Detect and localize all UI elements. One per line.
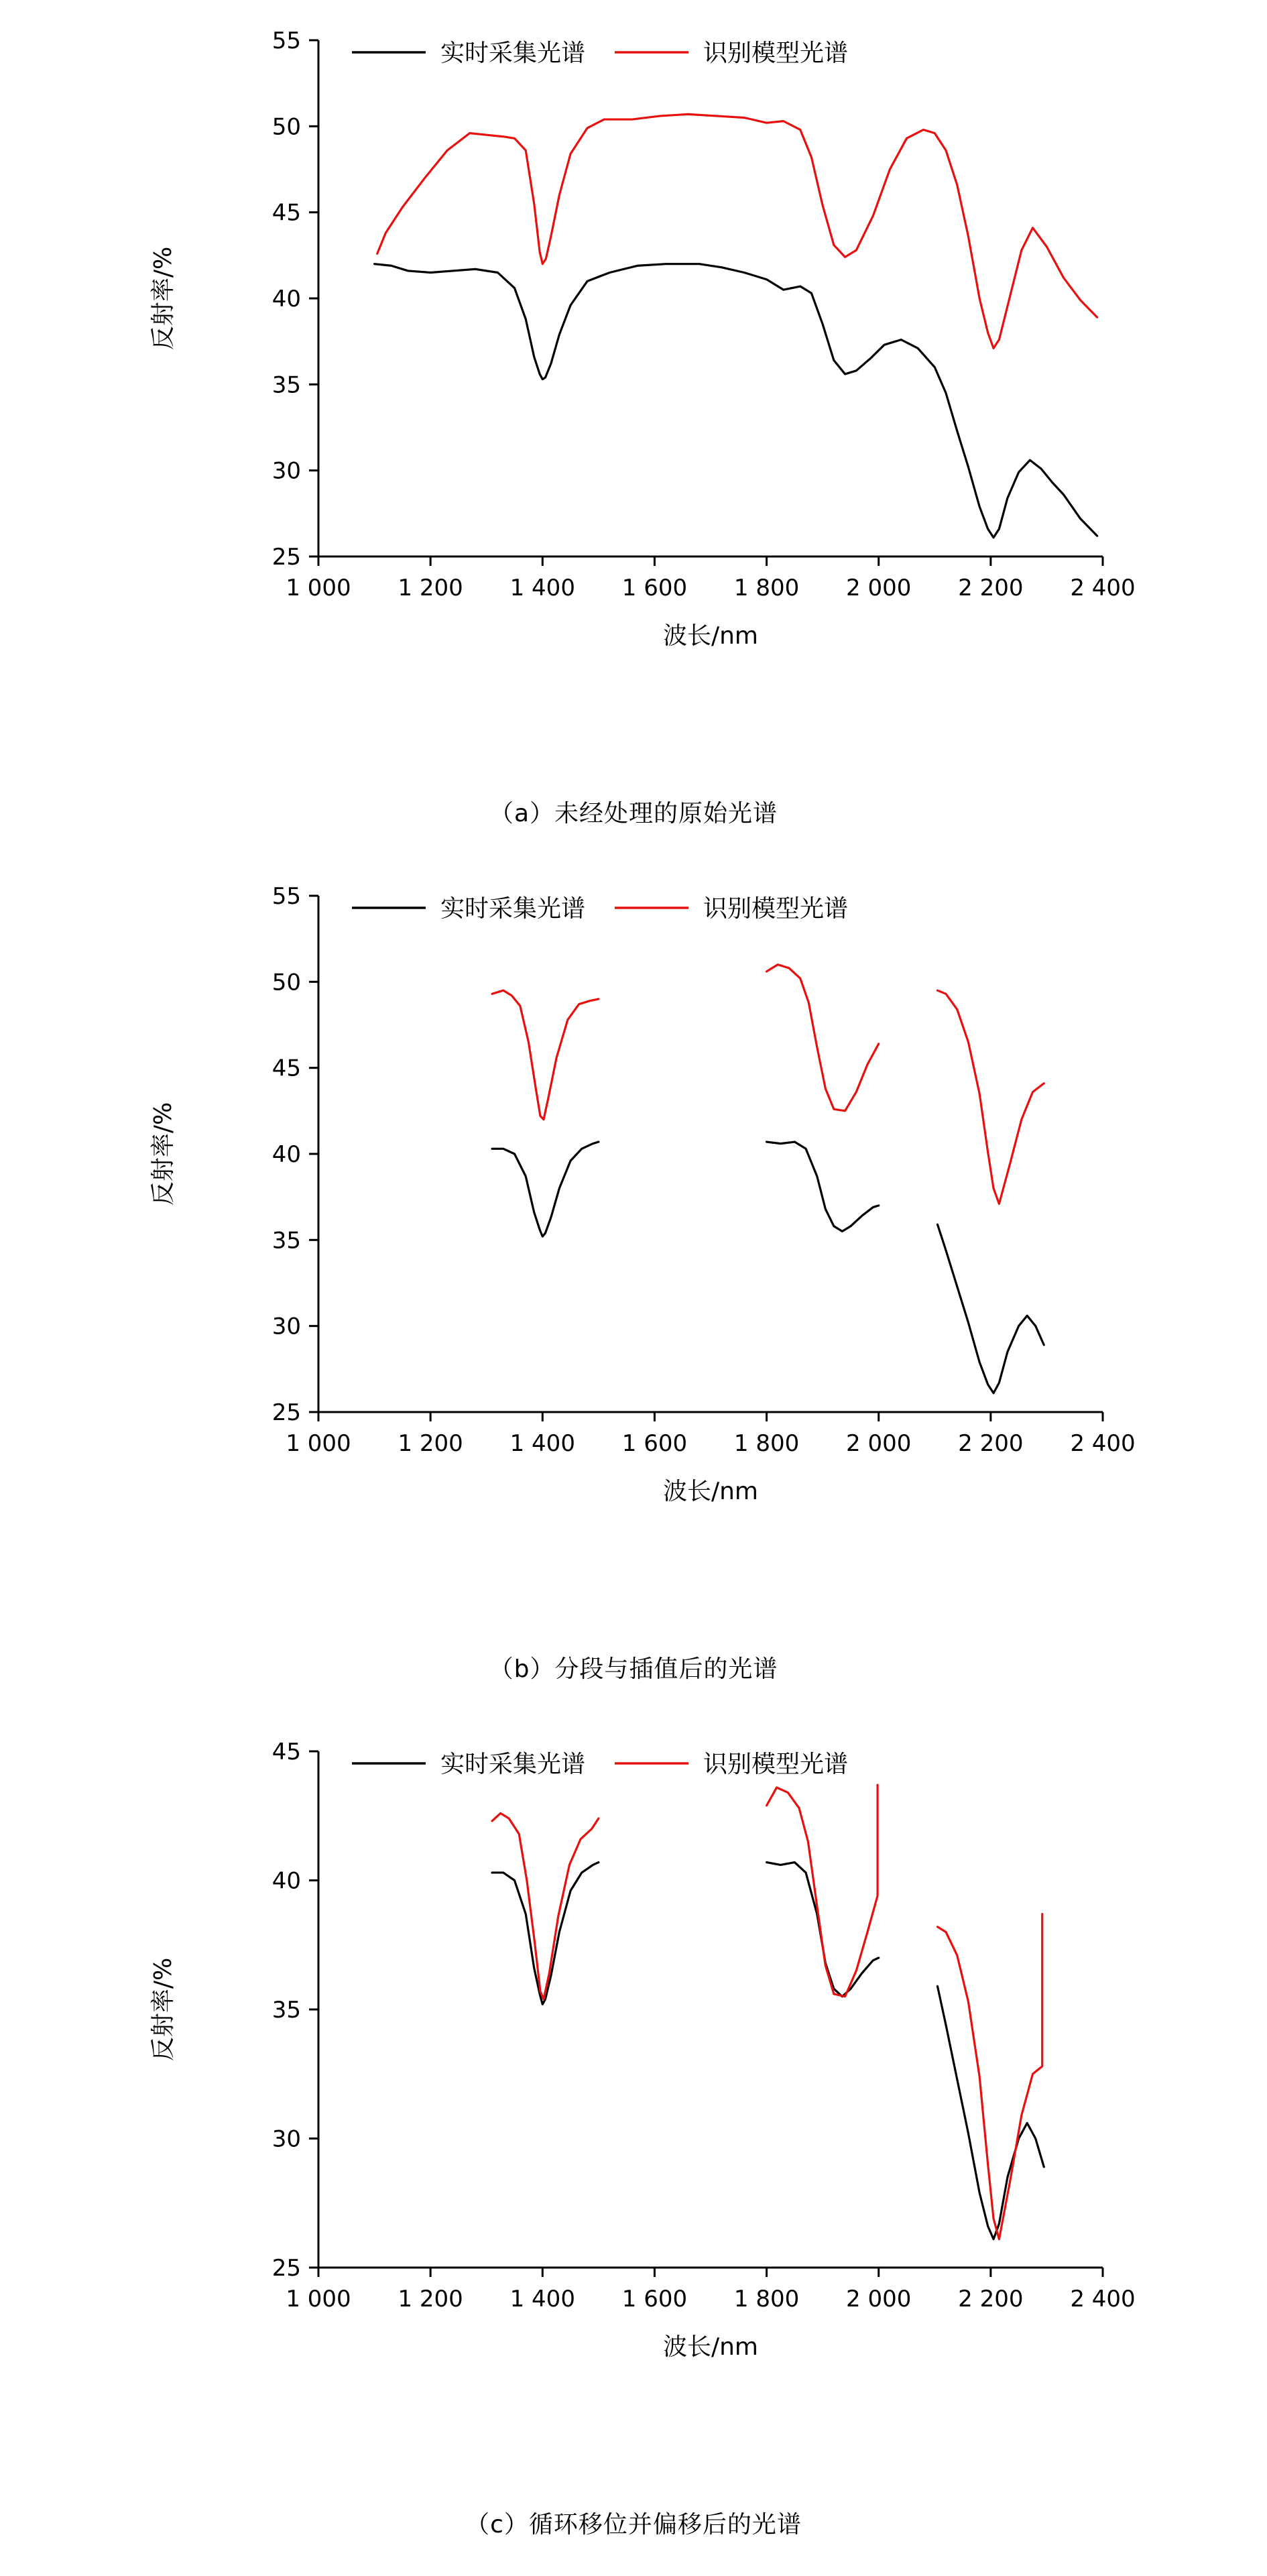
panel-a-plot bbox=[97, 0, 1170, 795]
y-tick-label: 50 bbox=[272, 969, 301, 996]
y-tick-label: 40 bbox=[272, 1867, 301, 1895]
series-line bbox=[492, 1863, 599, 2005]
x-tick-label: 2 400 bbox=[1070, 1430, 1136, 1457]
chart-b-svg bbox=[97, 856, 1170, 1647]
x-axis-title: 波长/nm bbox=[662, 1478, 759, 1505]
x-tick-label: 1 400 bbox=[509, 575, 575, 601]
x-tick-label: 1 800 bbox=[733, 1430, 800, 1457]
legend-label-measured: 实时采集光谱 bbox=[440, 40, 586, 67]
axis-spines bbox=[318, 896, 1103, 1412]
x-tick-label: 1 800 bbox=[733, 575, 800, 601]
y-tick-label: 35 bbox=[272, 371, 301, 399]
series-line bbox=[937, 990, 1044, 1204]
x-tick-label: 1 600 bbox=[621, 2286, 688, 2312]
series-line bbox=[767, 1142, 879, 1231]
axis-spines bbox=[318, 1751, 1103, 2268]
x-tick-label: 1 200 bbox=[398, 2286, 463, 2312]
y-tick-label: 45 bbox=[272, 1055, 301, 1082]
y-tick-label: 55 bbox=[272, 27, 301, 54]
panel-b-caption: （b）分段与插值后的光谱 bbox=[489, 1655, 778, 1683]
x-tick-label: 2 400 bbox=[1070, 2286, 1136, 2312]
series-line bbox=[377, 114, 1097, 348]
series-line bbox=[937, 1224, 1044, 1393]
y-tick-label: 45 bbox=[272, 199, 301, 227]
y-tick-label: 30 bbox=[272, 1313, 301, 1340]
panel-b-plot bbox=[97, 856, 1170, 1650]
series-line bbox=[492, 990, 599, 1120]
x-tick-label: 1 000 bbox=[286, 1430, 351, 1457]
legend-label-measured: 实时采集光谱 bbox=[440, 895, 586, 923]
y-tick-label: 50 bbox=[272, 113, 301, 141]
x-axis-title: 波长/nm bbox=[662, 622, 759, 650]
y-tick-label: 45 bbox=[272, 1739, 301, 1765]
panel-c bbox=[0, 1711, 1267, 2540]
legend-label-model: 识别模型光谱 bbox=[703, 1751, 849, 1778]
x-tick-label: 2 000 bbox=[846, 2286, 912, 2312]
y-tick-label: 30 bbox=[272, 457, 301, 485]
y-axis-title: 反射率/% bbox=[149, 1957, 177, 2062]
series-line bbox=[492, 1142, 599, 1236]
x-tick-label: 1 400 bbox=[509, 1430, 575, 1457]
x-tick-label: 1 200 bbox=[398, 575, 463, 601]
panel-a-caption: （a）未经处理的原始光谱 bbox=[489, 800, 778, 827]
chart-c-svg bbox=[97, 1711, 1170, 2502]
chart-a-svg bbox=[97, 0, 1170, 791]
y-tick-label: 40 bbox=[272, 1141, 301, 1168]
series-line bbox=[937, 1914, 1042, 2239]
y-tick-label: 40 bbox=[272, 286, 301, 312]
y-axis-title: 反射率/% bbox=[149, 246, 177, 351]
y-tick-label: 25 bbox=[272, 544, 301, 571]
series-line bbox=[492, 1813, 599, 1999]
y-tick-label: 35 bbox=[272, 1227, 301, 1254]
x-tick-label: 1 800 bbox=[733, 2286, 800, 2312]
y-tick-label: 30 bbox=[272, 2125, 301, 2153]
x-axis-title: 波长/nm bbox=[662, 2333, 759, 2361]
x-tick-label: 2 400 bbox=[1070, 575, 1136, 601]
legend-label-model: 识别模型光谱 bbox=[703, 40, 849, 67]
x-tick-label: 1 600 bbox=[621, 575, 688, 601]
legend-label-model: 识别模型光谱 bbox=[703, 895, 849, 923]
x-tick-label: 2 200 bbox=[958, 1430, 1024, 1457]
x-tick-label: 2 000 bbox=[846, 1430, 912, 1457]
panel-b bbox=[0, 856, 1267, 1684]
y-tick-label: 25 bbox=[272, 2255, 301, 2282]
x-tick-label: 2 000 bbox=[846, 575, 912, 601]
y-tick-label: 35 bbox=[272, 1997, 301, 2024]
series-line bbox=[767, 1863, 879, 1997]
x-tick-label: 2 200 bbox=[958, 575, 1024, 601]
series-line bbox=[767, 965, 879, 1111]
x-tick-label: 1 000 bbox=[286, 2286, 351, 2312]
panel-a bbox=[0, 0, 1267, 829]
x-tick-label: 2 200 bbox=[958, 2286, 1024, 2312]
y-tick-label: 55 bbox=[272, 883, 301, 910]
x-tick-label: 1 200 bbox=[398, 1430, 463, 1457]
series-line bbox=[767, 1785, 878, 1997]
panel-c-plot bbox=[97, 1711, 1170, 2506]
axis-spines bbox=[318, 40, 1103, 557]
panel-c-caption: （c）循环移位并偏移后的光谱 bbox=[465, 2511, 802, 2538]
x-tick-label: 1 400 bbox=[509, 2286, 575, 2312]
legend-label-measured: 实时采集光谱 bbox=[440, 1751, 586, 1778]
x-tick-label: 1 000 bbox=[286, 575, 351, 601]
x-tick-label: 1 600 bbox=[621, 1430, 688, 1457]
series-line bbox=[375, 264, 1097, 538]
y-axis-title: 反射率/% bbox=[149, 1102, 177, 1206]
y-tick-label: 25 bbox=[272, 1399, 301, 1426]
